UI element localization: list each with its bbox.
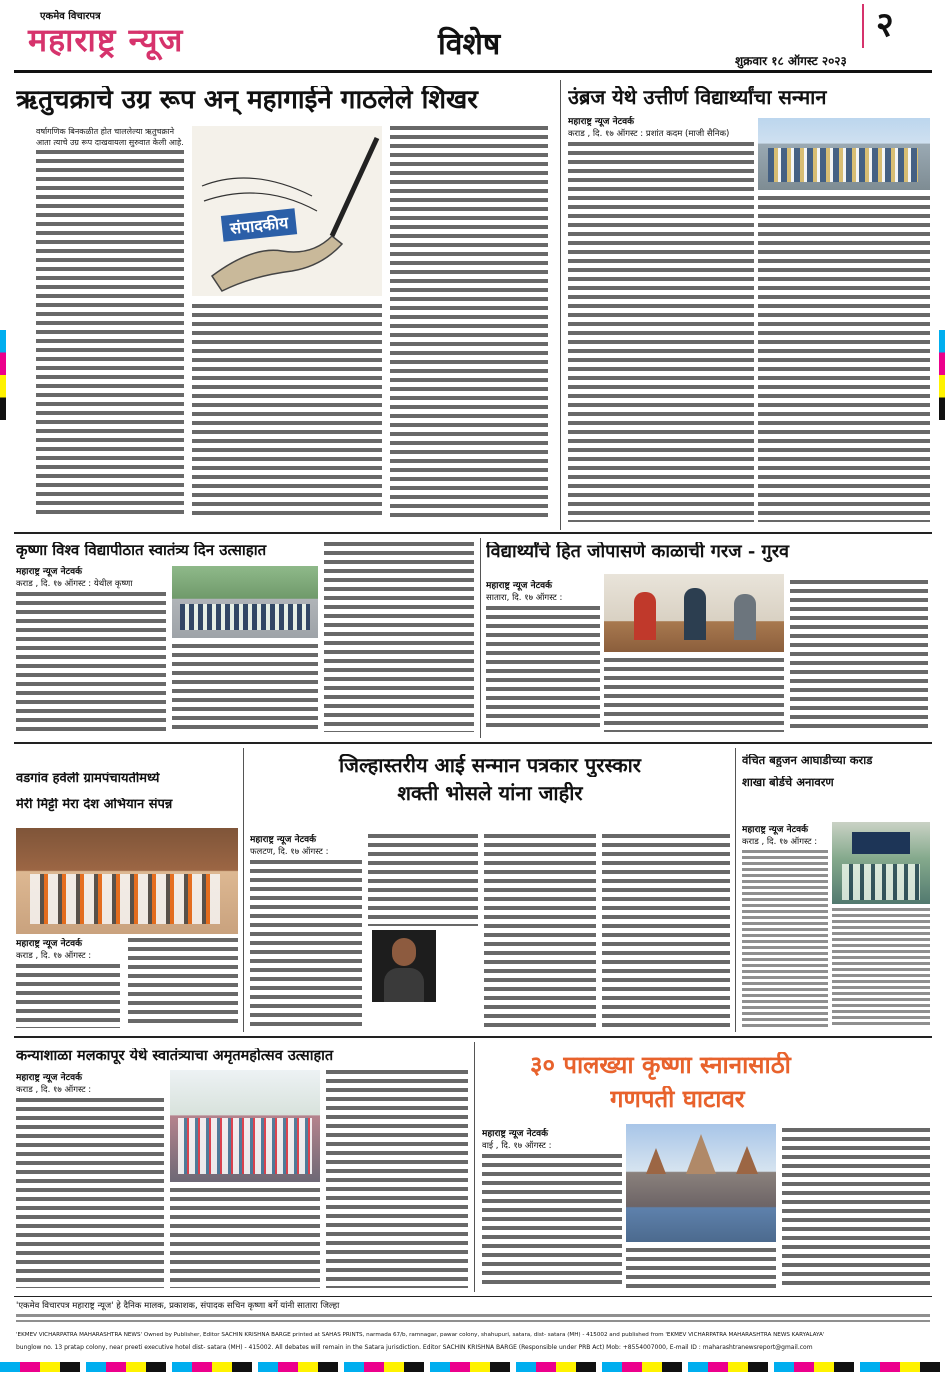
vadgaon-photo <box>16 828 238 934</box>
editorial-stamp: संपादकीय <box>221 208 298 242</box>
malkapur-column-2 <box>170 1188 320 1288</box>
vanchit-column-2 <box>832 908 930 1028</box>
divider-row-2 <box>14 742 932 744</box>
umbraj-byline: महाराष्ट्र न्यूज नेटवर्क <box>568 117 635 127</box>
students-column-3 <box>790 580 928 732</box>
divider-top-middle <box>560 80 561 530</box>
aai-column-3 <box>484 834 596 1028</box>
divider-row-1 <box>14 532 932 534</box>
palkhya-byline: महाराष्ट्र न्यूज नेटवर्क <box>482 1129 549 1139</box>
palkhya-headline-2: गणपती घाटावर <box>610 1086 745 1113</box>
malkapur-article <box>14 1042 470 1292</box>
page-number: २ <box>876 5 894 45</box>
krishna-headline: कृष्णा विश्व विद्यापीठात स्वातंत्र्य दिन उत्साहात <box>16 542 267 559</box>
aai-article <box>248 748 732 1032</box>
vadgaon-article <box>14 748 240 1032</box>
umbraj-column-1 <box>568 142 754 522</box>
umbraj-column-2 <box>758 196 930 522</box>
umbraj-photo <box>758 118 930 190</box>
masthead-tagline: एकमेव विचारपत्र <box>40 11 101 22</box>
malkapur-column-1 <box>16 1098 164 1288</box>
aai-byline: महाराष्ट्र न्यूज नेटवर्क <box>250 835 317 845</box>
vadgaon-headline-1: वडगांव हवेली ग्रामपंचायतीमध्ये <box>16 772 160 786</box>
umbraj-article <box>566 78 932 530</box>
editorial-column-2 <box>192 304 382 518</box>
palkhya-column-2 <box>626 1248 776 1288</box>
students-article <box>484 538 932 738</box>
section-title: विशेष <box>438 27 501 62</box>
vanchit-byline: महाराष्ट्र न्यूज नेटवर्क <box>742 825 809 835</box>
vadgaon-column-1 <box>16 964 120 1028</box>
krishna-photo <box>172 566 318 638</box>
editorial-column-3 <box>390 126 548 518</box>
students-byline: महाराष्ट्र न्यूज नेटवर्क <box>486 581 553 591</box>
vadgaon-dateline: कराड , दि. १७ ऑगस्ट : <box>16 951 92 961</box>
students-headline: विद्यार्थ्यांचे हित जोपासणे काळाची गरज - गुरव <box>486 542 790 562</box>
aai-dateline: फलटण, दि. १७ ऑगस्ट : <box>250 847 329 857</box>
editorial-headline: ऋतुचक्राचे उग्र रूप अन् महागाईने गाठलेले शिखर <box>16 86 478 115</box>
vadgaon-byline: महाराष्ट्र न्यूज नेटवर्क <box>16 939 83 949</box>
aai-column-1 <box>250 860 362 1028</box>
corner-rule <box>862 4 864 48</box>
umbraj-headline: उंब्रज येथे उत्तीर्ण विद्यार्थ्यांचा सन्मान <box>568 86 827 109</box>
divider-row3-right <box>735 748 736 1032</box>
vanchit-dateline: कराड , दि. १७ ऑगस्ट : <box>742 837 818 847</box>
palkhya-headline-1: ३० पालख्या कृष्णा स्नानासाठी <box>530 1052 791 1079</box>
vanchit-photo <box>832 822 930 904</box>
malkapur-dateline: कराड , दि. १७ ऑगस्ट : <box>16 1085 92 1095</box>
paper-name: महाराष्ट्र न्यूज <box>28 21 184 59</box>
krishna-byline: महाराष्ट्र न्यूज नेटवर्क <box>16 567 83 577</box>
palkhya-photo <box>626 1124 776 1242</box>
aai-column-4 <box>602 834 730 1028</box>
footer-english-1: 'EKMEV VICHARPATRA MAHARASHTRA NEWS' Owned by Publisher, Editor SACHIN KRISHNA BARGE printed at SAHAS PRINTS, narmada 67/b, ramnagar, pawar colony, shahupuri, satara, dist- satara (MH) - 415002 and published from 'EKMEV VICHARPATRA MAHARASHTRA NEWS KARYALAYA' <box>16 1332 825 1338</box>
malkapur-headline: कन्याशाळा मलकापूर येथे स्वातंत्र्याचा अमृतमहोत्सव उत्साहात <box>16 1048 334 1064</box>
editorial-lede: वर्षागणिक बिनकळीत होत चाललेल्या ऋतुचक्राने आता त्याचे उग्र रूप दाखवायला सुरुवात केली आहे. <box>36 127 184 147</box>
divider-row2-middle <box>480 538 481 738</box>
footer-rule <box>14 1296 932 1297</box>
divider-row3-left <box>243 748 244 1032</box>
krishna-column-3 <box>324 542 474 732</box>
issue-date: शुक्रवार १८ ऑगस्ट २०२३ <box>735 54 847 68</box>
masthead-rule <box>14 70 932 73</box>
footer-english-2: bunglow no. 13 pratap colony, near preeti executive hotel dist- satara (MH) - 415002. All debates will remain in the Satara jurisdiction. Editor SACHIN KRISHNA BARGE (Responsible under PRB Act) Mob: +8554007000, E-mail ID : maharashtranewsreport@gmail.com <box>16 1344 813 1351</box>
divider-row-3 <box>14 1036 932 1038</box>
divider-row4-middle <box>474 1042 475 1292</box>
aai-portrait <box>372 930 436 1002</box>
vanchit-headline-1: वंचित बहुजन आघाडीच्या कराड <box>742 754 873 767</box>
palkhya-dateline: वाई , दि. १७ ऑगस्ट : <box>482 1141 552 1151</box>
footer-marathi: 'एकमेव विचारपत्र महाराष्ट्र न्यूज' हे दैनिक मालक, प्रकाशक, संपादक सचिन कृष्णा बर्गे यांनी सातारा जिल्हा <box>16 1301 340 1311</box>
aai-column-2 <box>368 834 478 926</box>
right-color-strip <box>939 330 945 420</box>
students-column-1 <box>486 606 600 732</box>
editorial-article <box>14 78 554 530</box>
students-photo <box>604 574 784 652</box>
krishna-column-1 <box>16 592 166 732</box>
malkapur-column-3 <box>326 1070 468 1288</box>
editorial-column-1 <box>36 150 184 518</box>
palkhya-article <box>480 1042 932 1292</box>
malkapur-byline: महाराष्ट्र न्यूज नेटवर्क <box>16 1073 83 1083</box>
krishna-dateline: कराड , दि. १७ ऑगस्ट : येथील कृष्णा <box>16 579 133 589</box>
vadgaon-column-2 <box>128 938 238 1028</box>
umbraj-dateline: कराड , दि. १७ ऑगस्ट : प्रशांत कदम (माजी सैनिक) <box>568 129 730 139</box>
left-color-strip <box>0 330 6 420</box>
aai-headline-1: जिल्हास्तरीय आई सन्मान पत्रकार पुरस्कार <box>339 754 641 777</box>
malkapur-photo <box>170 1070 320 1182</box>
aai-headline-2: शक्ती भोसले यांना जाहीर <box>397 782 583 805</box>
palkhya-column-3 <box>782 1128 930 1288</box>
vadgaon-headline-2: मेरी मिट्टी मेरा देश अभियान संपन्न <box>16 798 173 812</box>
masthead <box>0 0 945 72</box>
vanchit-column-1 <box>742 850 828 1028</box>
students-dateline: सातारा, दि. १७ ऑगस्ट : <box>486 593 563 603</box>
krishna-article <box>14 538 476 738</box>
footer-marathi-continued <box>16 1314 930 1322</box>
editorial-illustration <box>192 126 382 296</box>
krishna-column-2 <box>172 644 318 732</box>
students-column-2 <box>604 658 784 732</box>
vanchit-article <box>740 748 932 1032</box>
registration-color-bar <box>0 1362 945 1372</box>
vanchit-headline-2: शाखा बोर्डचे अनावरण <box>742 776 834 789</box>
palkhya-column-1 <box>482 1154 622 1288</box>
